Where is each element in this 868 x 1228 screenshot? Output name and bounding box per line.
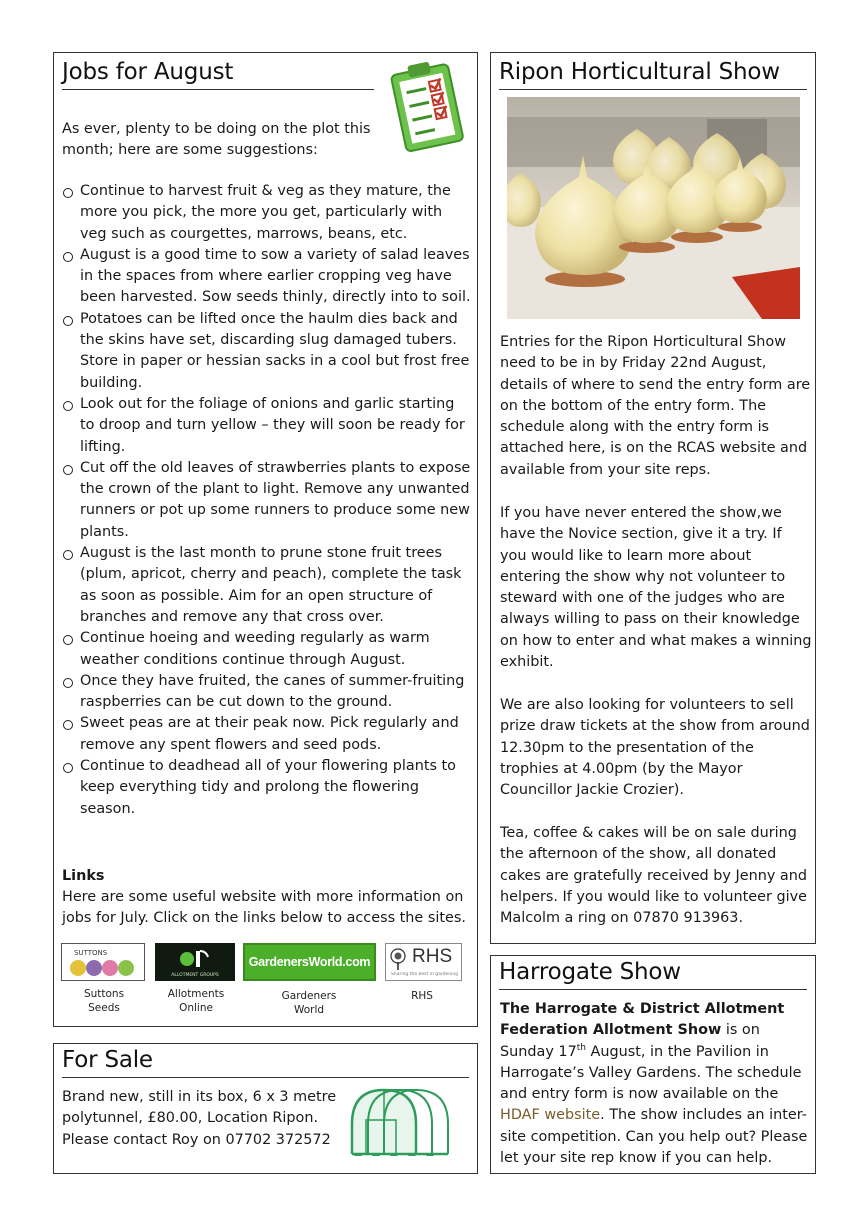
rhs-tree-icon (390, 948, 406, 972)
list-item: August is a good time to sow a variety of salad leaves in the spaces from where earlier cropping veg have been harvested. Sow seeds thinly, directly into to soil. (62, 245, 472, 309)
ripon-title: Ripon Horticultural Show (499, 59, 807, 90)
jobs-title: Jobs for August (62, 59, 374, 90)
rhs-logo-sub: Sharing the best in gardening (391, 972, 459, 977)
ripon-paragraph-1: Entries for the Ripon Horticultural Show need to be in by Friday 22nd August, details of where to send the entry form are on the bottom of the entry form. The schedule along with the entry form is attached here, is on the RCAS website and available from your site reps. (500, 334, 811, 478)
gardeners-world-caption: Gardeners World (281, 990, 337, 1016)
jobs-panel (53, 52, 478, 1027)
harrogate-panel (490, 955, 816, 1174)
list-item: Cut off the old leaves of strawberries plants to expose the crown of the plant to light. Remove any unwanted runners or pot up some runners to produce some new plants. (62, 458, 472, 543)
suttons-logo-text: SUTTONS (74, 949, 108, 957)
harrogate-text-2: August, in the Pavilion in Harrogate’s Valley Gardens. The schedule and entry form is now available on the (500, 1043, 802, 1103)
harrogate-text-1: is on Sunday 17 (500, 1022, 760, 1060)
gardeners-world-logo-link[interactable] (243, 943, 376, 981)
ripon-paragraph-2: If you have never entered the show,we have the Novice section, give it a try. If you would like to learn more about entering the show why not volunteer to steward with one of the judges who are always willing to pass on their knowledge on how to enter and what makes a winning exhibit. (500, 505, 812, 671)
rhs-logo-link[interactable] (385, 943, 462, 981)
polytunnel-icon (344, 1084, 464, 1164)
links-heading: Links (62, 868, 105, 884)
hdaf-website-link[interactable]: HDAF website (500, 1107, 601, 1124)
rhs-caption: RHS (411, 990, 433, 1002)
for-sale-text: Brand new, still in its box, 6 x 3 metre polytunnel, £80.00, Location Ripon. Please contact Roy on 07702 372572 (62, 1089, 337, 1148)
harrogate-title: Harrogate Show (499, 959, 807, 990)
list-item: Once they have fruited, the canes of summer-fruiting raspberries can be cut down to the ground. (62, 671, 472, 714)
ripon-panel (490, 52, 816, 944)
gardeners-world-logo-text: GardenersWorld.com (248, 955, 371, 969)
list-item: Continue to deadhead all of your flowering plants to keep everything tidy and prolong the flowering season. (62, 756, 472, 820)
allotments-logo-text: ALLOTMENT GROUPS (171, 973, 219, 978)
harrogate-event-name: The Harrogate & District Allotment Federation Allotment Show (500, 1001, 785, 1039)
list-item: Look out for the foliage of onions and garlic starting to droop and turn yellow – they will soon be ready for lifting. (62, 394, 472, 458)
list-item: August is the last month to prune stone fruit trees (plum, apricot, cherry and peach), complete the task as soon as possible. Aim for an open structure of branches and remove any that cross over. (62, 543, 472, 628)
jobs-intro: As ever, plenty to be doing on the plot this month; here are some suggestions: (62, 121, 371, 159)
onion-show-photo (507, 97, 800, 319)
list-item: Continue to harvest fruit & veg as they mature, the more you pick, the more you get, particularly with veg such as courgettes, marrows, beans, etc. (62, 181, 472, 245)
harrogate-text (500, 999, 812, 1169)
allotments-logo (155, 943, 235, 981)
allotments-caption: Allotments Online (167, 988, 225, 1014)
list-item: Sweet peas are at their peak now. Pick regularly and remove any spent flowers and seed pods. (62, 713, 472, 756)
suttons-caption: Suttons Seeds (83, 988, 125, 1014)
suttons-logo-link[interactable] (61, 943, 145, 981)
links-text: Here are some useful website with more information on jobs for July. Click on the links below to access the sites. (62, 889, 466, 927)
ripon-paragraph-4: Tea, coffee & cakes will be on sale during the afternoon of the show, all donated cakes are gratefully received by Jenny and helpers. If you would like to volunteer give Malcolm a ring on 07870 913963. (500, 825, 807, 927)
list-item: Continue hoeing and weeding regularly as warm weather conditions continue through August. (62, 628, 472, 671)
rhs-logo-text: RHS (412, 946, 453, 967)
allotments-logo-link[interactable] (155, 943, 235, 981)
list-item: Potatoes can be lifted once the haulm dies back and the skins have set, discarding slug damaged tubers. Store in paper or hessian sacks in a cool but frost free building. (62, 309, 472, 394)
jobs-task-list (62, 181, 472, 820)
ripon-paragraph-3: We are also looking for volunteers to sell prize draw tickets at the show from around 12.30pm to the presentation of the trophies at 4.00pm (by the Mayor Councillor Jackie Crozier). (500, 697, 810, 799)
suttons-logo (62, 944, 144, 980)
harrogate-text-3: . The show includes an inter-site competition. Can you help out? Please let your site rep know if you can help. (500, 1107, 808, 1167)
clipboard-checklist-icon (380, 59, 472, 155)
for-sale-title: For Sale (62, 1047, 469, 1078)
harrogate-date-suffix: th (576, 1042, 586, 1053)
for-sale-panel (53, 1043, 478, 1174)
